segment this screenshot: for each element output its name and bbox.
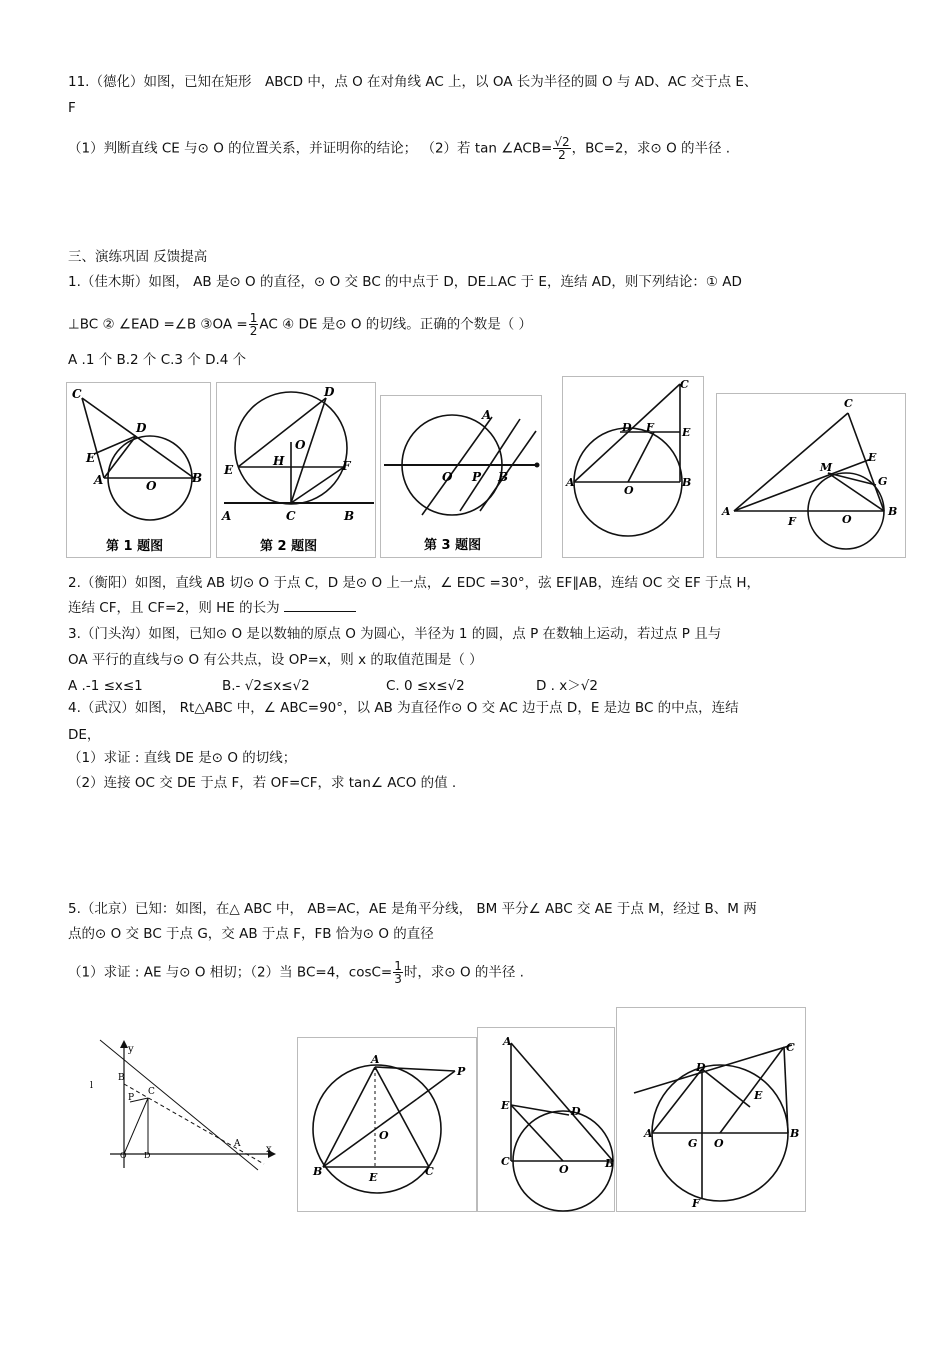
figure-5 xyxy=(716,393,906,558)
label-D: D xyxy=(136,421,147,435)
label-F: F xyxy=(646,421,654,434)
label-A: A xyxy=(234,1139,241,1149)
label-D: D xyxy=(144,1151,151,1160)
label-O: O xyxy=(842,513,852,526)
label-O: O xyxy=(146,479,157,493)
q2-line2: 连结 CF，且 CF=2，则 HE 的长为 xyxy=(68,599,356,617)
label-F: F xyxy=(788,515,796,528)
figure-3 xyxy=(380,395,542,558)
label-P: P xyxy=(472,470,482,484)
label-E: E xyxy=(369,1171,378,1184)
label-O: O xyxy=(624,484,634,497)
label-C: C xyxy=(286,509,296,523)
q11-part1: （1）判断直线 CE 与⊙ O 的位置关系，并证明你的结论； （2）若 tan ∠ACB= xyxy=(68,140,553,157)
fig3-caption: 第 3 题图 xyxy=(424,538,482,553)
q3-option-a: A .-1 ≤x≤1 xyxy=(68,678,143,694)
q11-line2: F xyxy=(68,100,76,116)
label-A: A xyxy=(94,473,104,487)
label-C: C xyxy=(148,1087,155,1097)
label-y: y xyxy=(128,1044,134,1055)
label-A: A xyxy=(222,509,232,523)
q5-line2: 点的⊙ O 交 BC 于点 G，交 AB 于点 F，FB 恰为⊙ O 的直径 xyxy=(68,926,434,942)
label-M: M xyxy=(820,461,833,474)
label-O: O xyxy=(120,1151,127,1160)
q3-option-c: C. 0 ≤x≤√2 xyxy=(386,678,465,694)
q11-line3 xyxy=(68,136,730,161)
label-A: A xyxy=(644,1127,653,1140)
q4-line1: 4.（武汉）如图， Rt△ABC 中，∠ ABC=90°，以 AB 为直径作⊙ O 交 AC 边于点 D，E 是边 BC 的中点，连结 xyxy=(68,700,739,716)
figure-right-triangle xyxy=(477,1027,615,1212)
label-O: O xyxy=(442,470,453,484)
label-B: B xyxy=(344,509,355,523)
label-E: E xyxy=(501,1099,510,1112)
q3-option-b: B.- √2≤x≤√2 xyxy=(222,678,310,694)
q5-fraction: $\frac{1}{3}$ xyxy=(394,959,402,986)
label-B: B xyxy=(498,470,509,484)
label-E: E xyxy=(682,426,691,439)
q4-line3: （1）求证 : 直线 DE 是⊙ O 的切线； xyxy=(68,750,297,766)
label-C: C xyxy=(72,387,82,401)
figure-1 xyxy=(66,382,211,558)
q1-options: A .1 个 B.2 个 C.3 个 D.4 个 xyxy=(68,352,247,368)
label-P: P xyxy=(128,1093,135,1103)
q11-line1: 11.（德化）如图，已知在矩形 ABCD 中，点 O 在对角线 AC 上，以 OA 长为半径的圆 O 与 AD、AC 交于点 E、 xyxy=(68,74,758,90)
figure-2 xyxy=(216,382,376,558)
q4-line2: DE， xyxy=(68,727,101,743)
label-G: G xyxy=(878,475,888,488)
fig1-caption: 第 1 题图 xyxy=(106,539,164,554)
answer-blank[interactable] xyxy=(284,599,356,612)
q2-line1: 2.（衡阳）如图，直线 AB 切⊙ O 于点 C，D 是⊙ O 上一点，∠ EDC =30°，弦 EF∥AB，连结 OC 交 EF 于点 H， xyxy=(68,575,760,591)
label-A: A xyxy=(566,476,575,489)
label-C: C xyxy=(680,378,689,391)
q1-line2: ⊥BC ② ∠EAD =∠B ③OA = $\frac{1}{2}$ AC ④ DE 是⊙ O 的切线。正确的个数是（ ） xyxy=(68,311,533,338)
label-O: O xyxy=(714,1137,724,1150)
label-C: C xyxy=(425,1165,434,1178)
figure-4 xyxy=(562,376,704,558)
label-H: H xyxy=(273,454,285,468)
label-O: O xyxy=(295,438,306,452)
q4-line4: （2）连接 OC 交 DE 于点 F，若 OF=CF，求 tan∠ ACO 的值 . xyxy=(68,775,457,791)
figure-circle-tangent xyxy=(616,1007,806,1212)
label-A: A xyxy=(371,1053,380,1066)
label-P: P xyxy=(457,1065,466,1078)
label-B: B xyxy=(192,471,203,485)
q5-line1: 5.（北京）已知：如图，在△ ABC 中， AB=AC，AE 是角平分线， BM 平分∠ ABC 交 AE 于点 M，经过 B、M 两 xyxy=(68,901,757,917)
label-O: O xyxy=(379,1129,389,1142)
label-B: B xyxy=(790,1127,800,1140)
label-D: D xyxy=(622,421,632,434)
label-A: A xyxy=(503,1035,512,1048)
label-E: E xyxy=(86,451,96,465)
q3-option-d: D . x＞√2 xyxy=(536,678,598,694)
label-D: D xyxy=(324,385,335,399)
label-E: E xyxy=(754,1089,763,1102)
label-B: B xyxy=(118,1073,125,1083)
label-l: l xyxy=(90,1081,93,1091)
q11-fraction: $\frac{√2}{2}$ xyxy=(554,135,570,162)
label-G: G xyxy=(688,1137,698,1150)
figure-triangle-tangent xyxy=(297,1037,477,1212)
label-B: B xyxy=(888,505,898,518)
q3-line1: 3.（门头沟）如图，已知⊙ O 是以数轴的原点 O 为圆心，半径为 1 的圆，点 P 在数轴上运动，若过点 P 且与 xyxy=(68,626,722,642)
label-C: C xyxy=(501,1155,510,1168)
section-title: 三、演练巩固 反馈提高 xyxy=(68,249,208,265)
label-C: C xyxy=(786,1041,795,1054)
label-A: A xyxy=(722,505,731,518)
label-C: C xyxy=(844,397,853,410)
label-E: E xyxy=(868,451,877,464)
label-B: B xyxy=(313,1165,323,1178)
label-B: B xyxy=(605,1157,615,1170)
q3-line2: OA 平行的直线与⊙ O 有公共点，设 OP=x，则 x 的取值范围是（ ） xyxy=(68,652,483,668)
q5-line3: （1）求证 : AE 与⊙ O 相切；（2）当 BC=4，cosC= $\frac{1}{3}$ 时，求⊙ O 的半径 . xyxy=(68,959,524,986)
figure-coordinate xyxy=(88,1036,278,1176)
label-E: E xyxy=(224,463,234,477)
fig2-caption: 第 2 题图 xyxy=(260,539,318,554)
q1-line1: 1.（佳木斯）如图， AB 是⊙ O 的直径，⊙ O 交 BC 的中点于 D，DE⊥AC 于 E，连结 AD，则下列结论：① AD xyxy=(68,274,742,290)
label-F: F xyxy=(342,459,351,473)
label-D: D xyxy=(571,1105,581,1118)
label-O: O xyxy=(559,1163,569,1176)
label-B: B xyxy=(682,476,692,489)
label-x: x xyxy=(266,1144,272,1155)
label-A: A xyxy=(482,408,492,422)
label-F: F xyxy=(692,1197,700,1210)
q11-part2: ，BC=2，求⊙ O 的半径 . xyxy=(571,140,731,157)
label-D: D xyxy=(696,1061,706,1074)
q1-fraction: $\frac{1}{2}$ xyxy=(249,311,258,338)
